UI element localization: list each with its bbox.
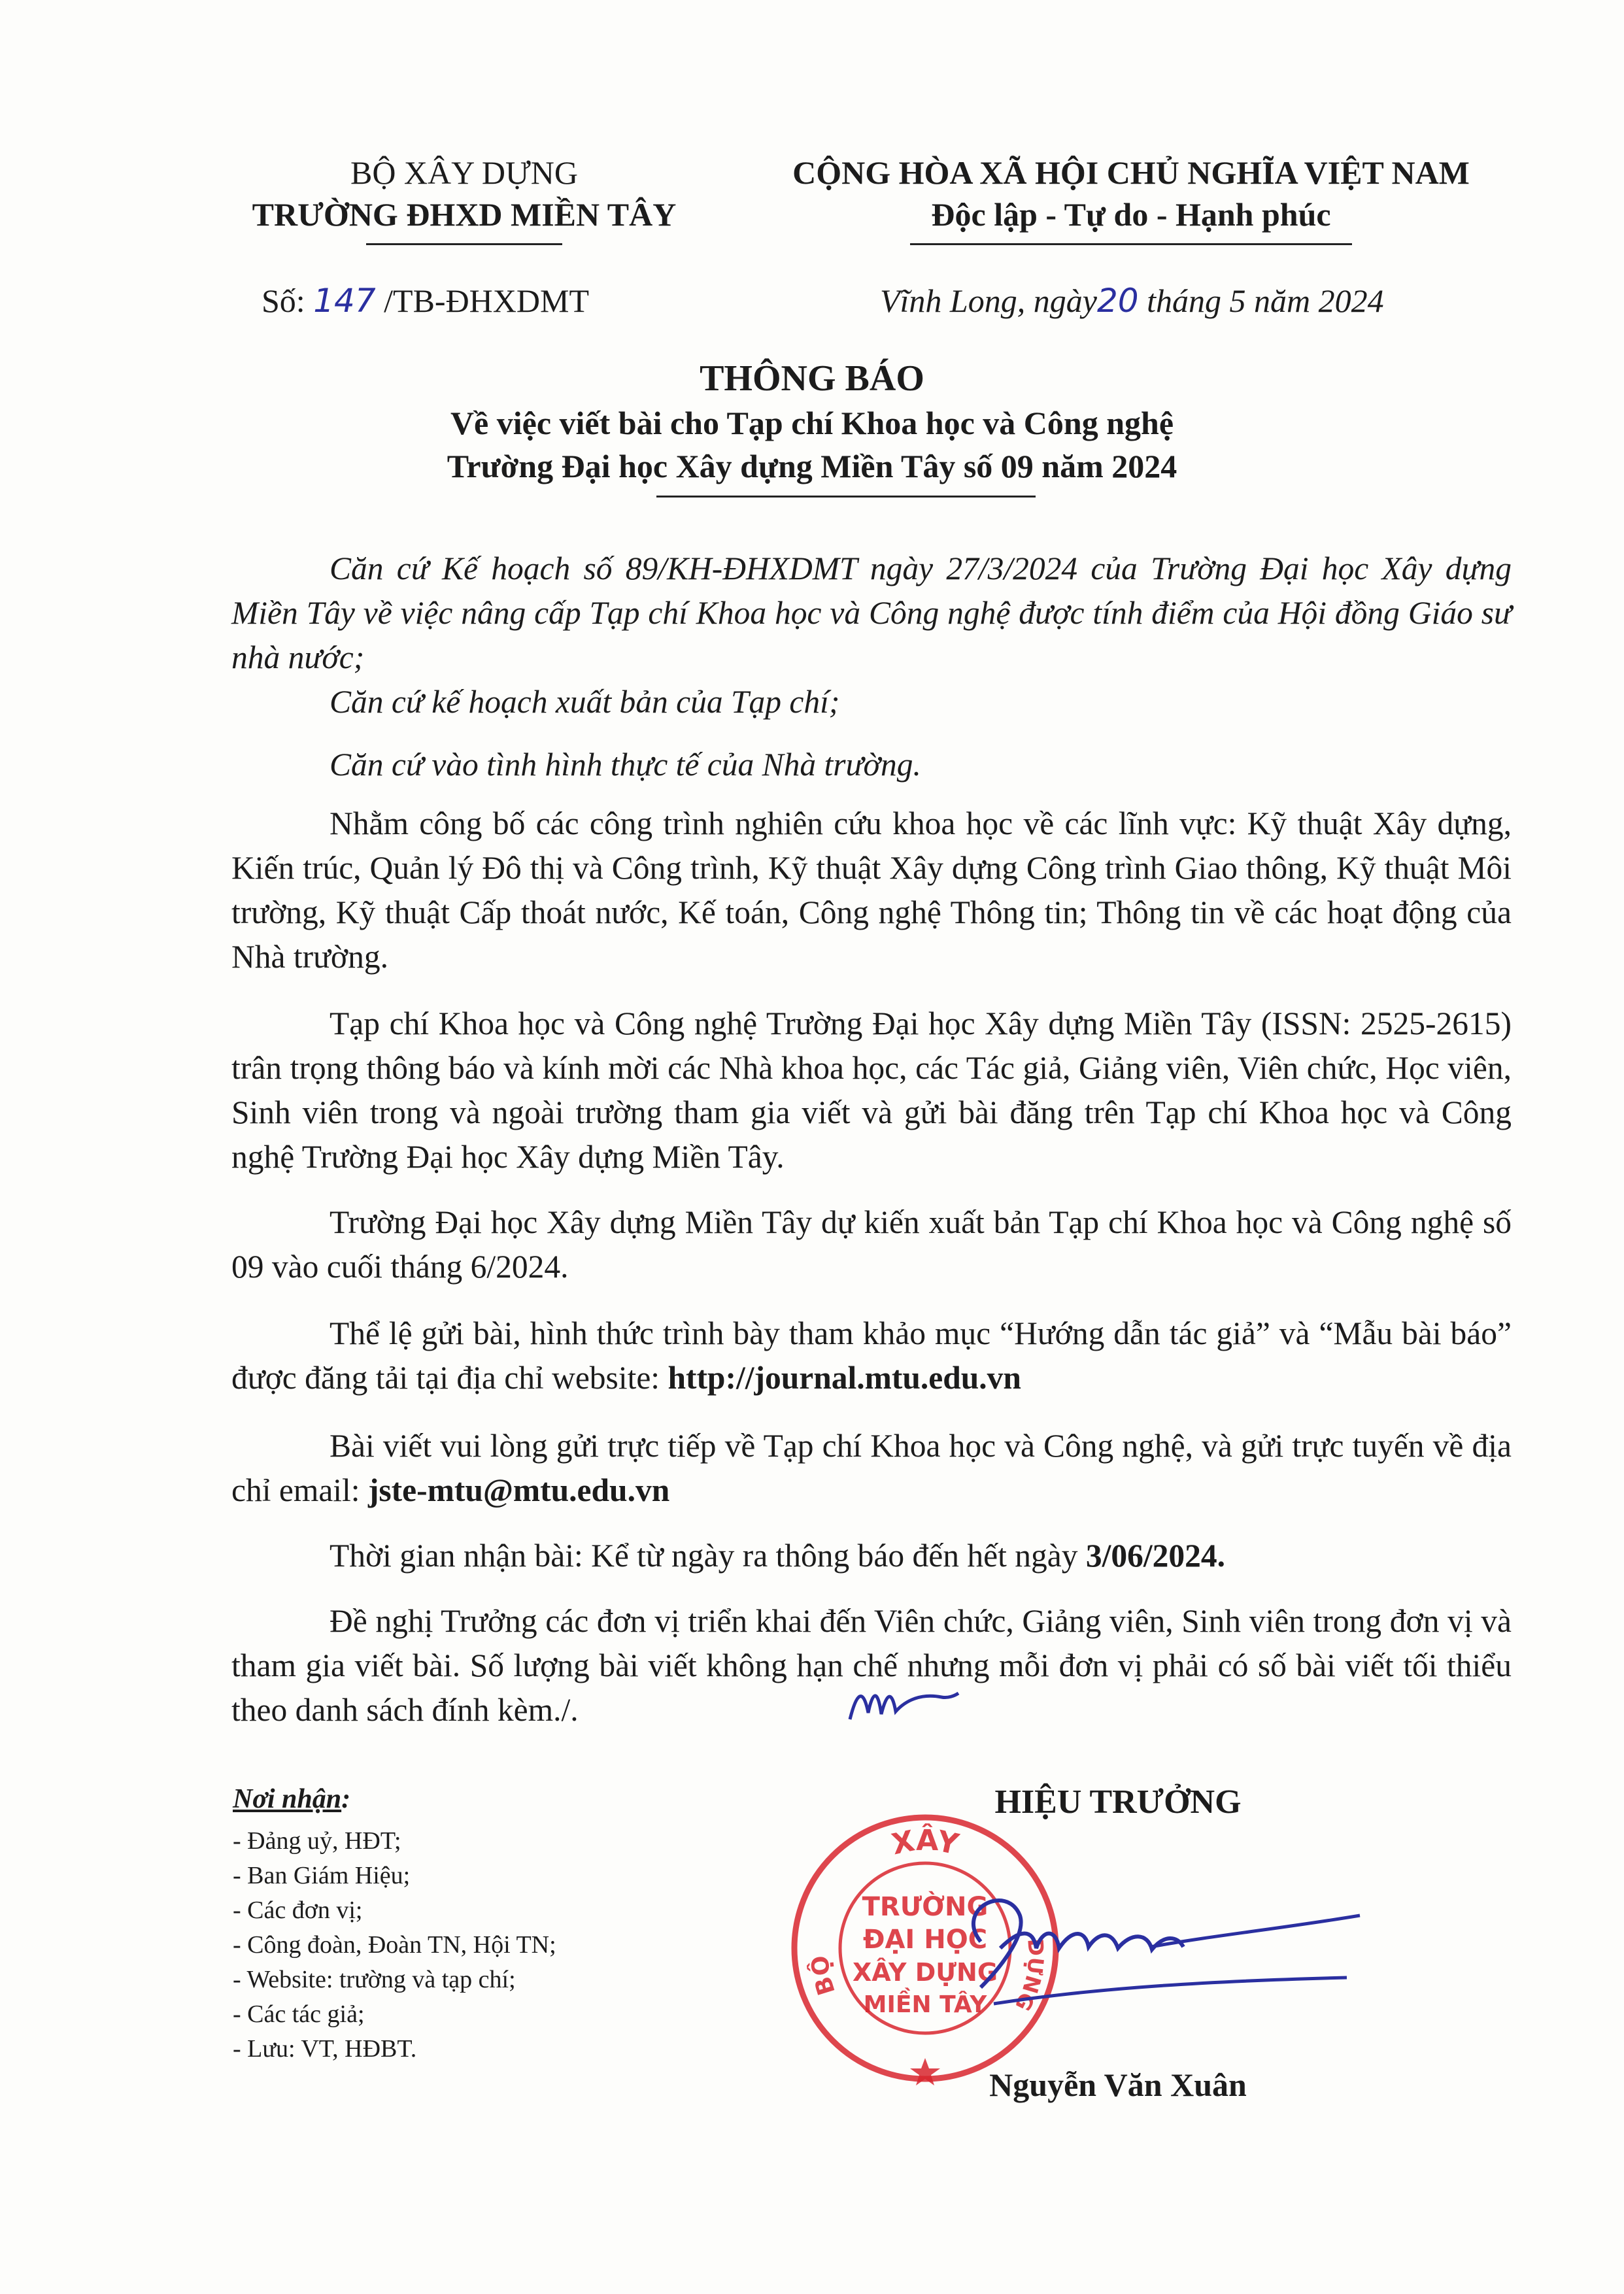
signatory-position: HIỆU TRƯỞNG [994,1783,1242,1821]
recipient-item: - Các đơn vị; [233,1897,363,1924]
recipient-item: - Ban Giám Hiệu; [233,1862,411,1889]
basis-paragraph-1: Căn cứ Kế hoạch số 89/KH-ĐHXDMT ngày 27/3/2024 của Trường Đại học Xây dựng Miền Tây về việc nâng cấp Tạp chí Khoa học và Công nghệ được tính điểm của Hội đồng Giáo sư nhà nước; [231,550,1512,675]
invitation-paragraph: Tạp chí Khoa học và Công nghệ Trường Đại học Xây dựng Miền Tây (ISSN: 2525-2615) trân trọng thông báo và kính mời các Nhà khoa học, các Tác giả, Giảng viên, Viên chức, Học viên, Sinh viên trong và ngoài trường tham gia viết và gửi bài đăng trên Tạp chí Khoa học và Công nghệ Trường Đại học Xây dựng Miền Tây. [231,1005,1512,1175]
handwritten-signature [902,1870,1425,2040]
signatory-name: Nguyễn Văn Xuân [989,2066,1247,2103]
seal-line-2: ĐẠI HỌC [862,1925,988,1955]
guidelines-text: Thể lệ gửi bài, hình thức trình bày tham khảo mục “Hướng dẫn tác giả” và “Mẫu bài báo” được đăng tải tại địa chỉ website: [231,1315,1512,1396]
recipient-item: - Công đoàn, Đoàn TN, Hội TN; [233,1931,556,1959]
country-name: CỘNG HÒA XÃ HỘI CHỦ NGHĨA VIỆT NAM [792,154,1470,191]
submission-paragraph [231,1424,1512,1513]
recipients-label: Nơi nhận: [233,1784,351,1814]
guidelines-paragraph [231,1311,1512,1400]
purpose-paragraph: Nhằm công bố các công trình nghiên cứu khoa học về các lĩnh vực: Kỹ thuật Xây dựng, Kiến trúc, Quản lý Đô thị và Công trình, Kỹ thuật Xây dựng Công trình Giao thông, Kỹ thuật Môi trường, Kỹ thuật Cấp thoát nước, Kế toán, Công nghệ Thông tin; Thông tin về các hoạt động của Nhà trường. [231,805,1512,975]
seal-ring-right: DỰNG [1009,1938,1049,2016]
email-address[interactable]: jste-mtu@mtu.edu.vn [367,1472,670,1508]
request-paragraph: Đề nghị Trưởng các đơn vị triển khai đến Viên chức, Giảng viên, Sinh viên trong đơn vị và tham gia viết bài. Số lượng bài viết không hạn chế nhưng mỗi đơn vị phải có số bài viết tối thiểu theo danh sách đính kèm./. [231,1603,1512,1728]
left-header-rule [366,243,562,245]
deadline-date: 3/06/2024. [1085,1538,1225,1574]
notice-subtitle-1: Về việc viết bài cho Tạp chí Khoa học và Công nghệ [450,405,1174,441]
motto: Độc lập - Tự do - Hạnh phúc [931,196,1331,233]
publication-paragraph: Trường Đại học Xây dựng Miền Tây dự kiến xuất bản Tạp chí Khoa học và Công nghệ số 09 vào cuối tháng 6/2024. [231,1204,1512,1285]
website-url[interactable]: http://journal.mtu.edu.vn [668,1360,1021,1396]
recipient-item: - Các tác giả; [233,2000,365,2028]
deadline-text: Thời gian nhận bài: Kể từ ngày ra thông báo đến hết ngày [330,1538,1086,1574]
initials-mark [843,1674,961,1732]
basis-paragraph-2: Căn cứ kế hoạch xuất bản của Tạp chí; [330,684,840,720]
svg-text:XÂY [889,1823,962,1862]
seal-line-3: XÂY DỰNG [852,1958,998,1987]
notice-title: THÔNG BÁO [700,358,924,399]
notice-subtitle-2: Trường Đại học Xây dựng Miền Tây số 09 năm 2024 [447,448,1177,484]
recipients-list [233,1824,556,2066]
basis-paragraph-3: Căn cứ vào tình hình thực tế của Nhà trường. [330,747,921,783]
recipient-item: - Website: trường và tạp chí; [233,1966,516,1993]
place-date: Vĩnh Long, ngày20 tháng 5 năm 2024 [880,282,1384,320]
school-name: TRƯỜNG ĐHXD MIỀN TÂY [252,196,677,233]
ministry-name: BỘ XÂY DỰNG [350,154,579,191]
deadline-paragraph [231,1534,1512,1578]
seal-line-4: MIỀN TÂY [863,1991,987,2018]
seal-ring-top: XÂY [888,1823,962,1862]
document-number: Số: 147 /TB-ĐHXDMT [262,282,590,320]
recipient-item: - Lưu: VT, HĐBT. [233,2035,417,2063]
right-header-rule [910,243,1352,245]
svg-text:BỘ [805,1954,841,1998]
recipient-item: - Đảng uỷ, HĐT; [233,1827,401,1855]
submission-text: Bài viết vui lòng gửi trực tiếp về Tạp chí Khoa học và Công nghệ, và gửi trực tuyến về địa chỉ email: [231,1428,1512,1508]
seal-line-1: TRƯỜNG [862,1892,989,1922]
title-rule [656,496,1036,498]
seal-ring-left: BỘ [806,1954,841,1999]
